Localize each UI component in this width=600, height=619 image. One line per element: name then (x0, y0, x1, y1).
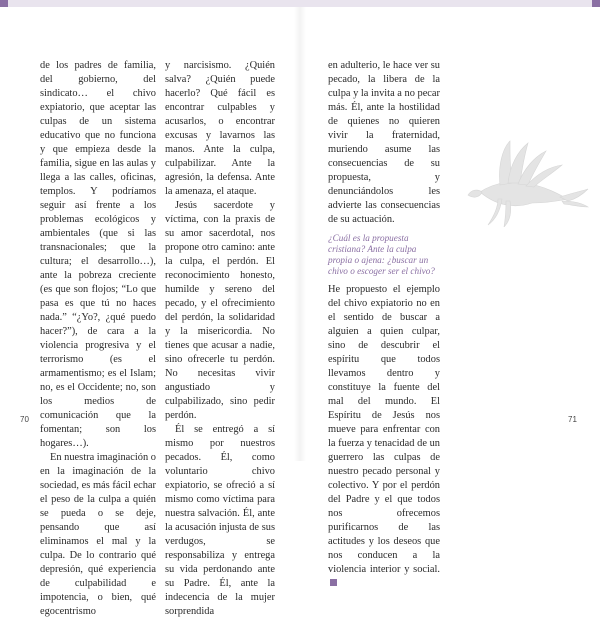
dove-icon (440, 137, 590, 227)
pull-quote: ¿Cuál es la propuesta cristiana? Ante la culpa propia o ajena: ¿buscar un chivo o escoger ser el chivo? (328, 233, 435, 276)
top-accent-left (0, 0, 8, 7)
column-1 (40, 59, 156, 619)
paragraph: de los padres de familia, del gobierno, del sindicato… el chivo expiatorio, que aceptar las culpas de un sistema educativo que no funciona y que empieza desde la familia, sigue en las aulas y llega a las calles, oficinas, templos. Y podríamos seguir así frente a los problemas ecológicos y ambientales (que si las transnacionales; que la cultura; el desarrollo…), ante la pobreza creciente (es que son flojos; “Lo que pasa es que tú no haces nada.” “¿Yo?, ¿qué puedo hacer?”), de cara a la violencia progresiva y el terrorismo (es el armamentismo; es el Islam; no, es el Occidente; no, son los medios de comunicación que la fomentan; son los hogares…). (40, 60, 156, 449)
page-number-left: 70 (20, 415, 29, 424)
end-of-article-icon (330, 579, 337, 586)
paragraph: Él se entregó a sí mismo por nuestros pecados. Él, como voluntario chivo expiatorio, se ofreció a sí mismo como víctima para nuestra salvación. Él, ante la acusación injusta de sus verdugos, se responsabiliza y entrega su vida perdonando ante su Padre. Él, ante la indecencia de la mujer sorprendida (165, 424, 275, 617)
top-color-bar (0, 0, 600, 7)
column-3 (328, 59, 440, 591)
paragraph: En nuestra imaginación o en la imaginación de la sociedad, es más fácil echar el peso de la culpa a quién se pueda o se deje, pensando que así eliminamos el mal y la culpa. De lo contrario qué depresión, qué experiencia de culpabilidad e impotencia, o bien, qué egocentrismo (40, 452, 156, 617)
page-number-right: 71 (568, 415, 577, 424)
paragraph: en adulterio, le hace ver su pecado, la libera de la culpa y la invita a no pecar más. Él, ante la hostilidad de quienes no quieren vivir la fraternidad, muriendo asume las consecuencias de su propuesta, y denunciándolos les advierte las consecuencias de su actuación. (328, 60, 440, 225)
column-2 (165, 59, 275, 619)
top-accent-right (592, 0, 600, 7)
paragraph: Jesús sacerdote y víctima, con la praxis de su amor sacerdotal, nos propone otro camino: ante la culpa, el perdón. El reconocimiento honesto, humilde y sereno del pecado, y el ofrecimiento del perdón, la solidaridad y la misericordia. No tienes que acusar a nadie, sino ofrecerle tu perdón. No necesitas vivir angustiado y culpabilizado, sino pedir perdón. (165, 200, 275, 421)
paragraph: y narcisismo. ¿Quién salva? ¿Quién puede hacerlo? Qué fácil es encontrar culpables y acusarlos, o encontrar excusas y lavarnos las manos. Ante la culpa, culpabilizar. Ante la agresión, la defensa. Ante la amenaza, el ataque. (165, 60, 275, 197)
paragraph: He propuesto el ejemplo del chivo expiatorio no en el sentido de buscar a alguien a quien culpar, sino de descubrir el espíritu que todos llevamos dentro y constituye la fuente del mal del mundo. El Espíritu de Jesús nos mueve para enfrentar con la fuerza y tenacidad de un guerrero las culpas de nuestro pecado personal y colectivo. Y por el perdón del Padre y el que todos nos ofrecemos purificarnos de las actitudes y los deseos que nos conducen a la violencia interior y social. (328, 284, 440, 575)
right-page (300, 7, 600, 575)
left-page (0, 7, 300, 617)
